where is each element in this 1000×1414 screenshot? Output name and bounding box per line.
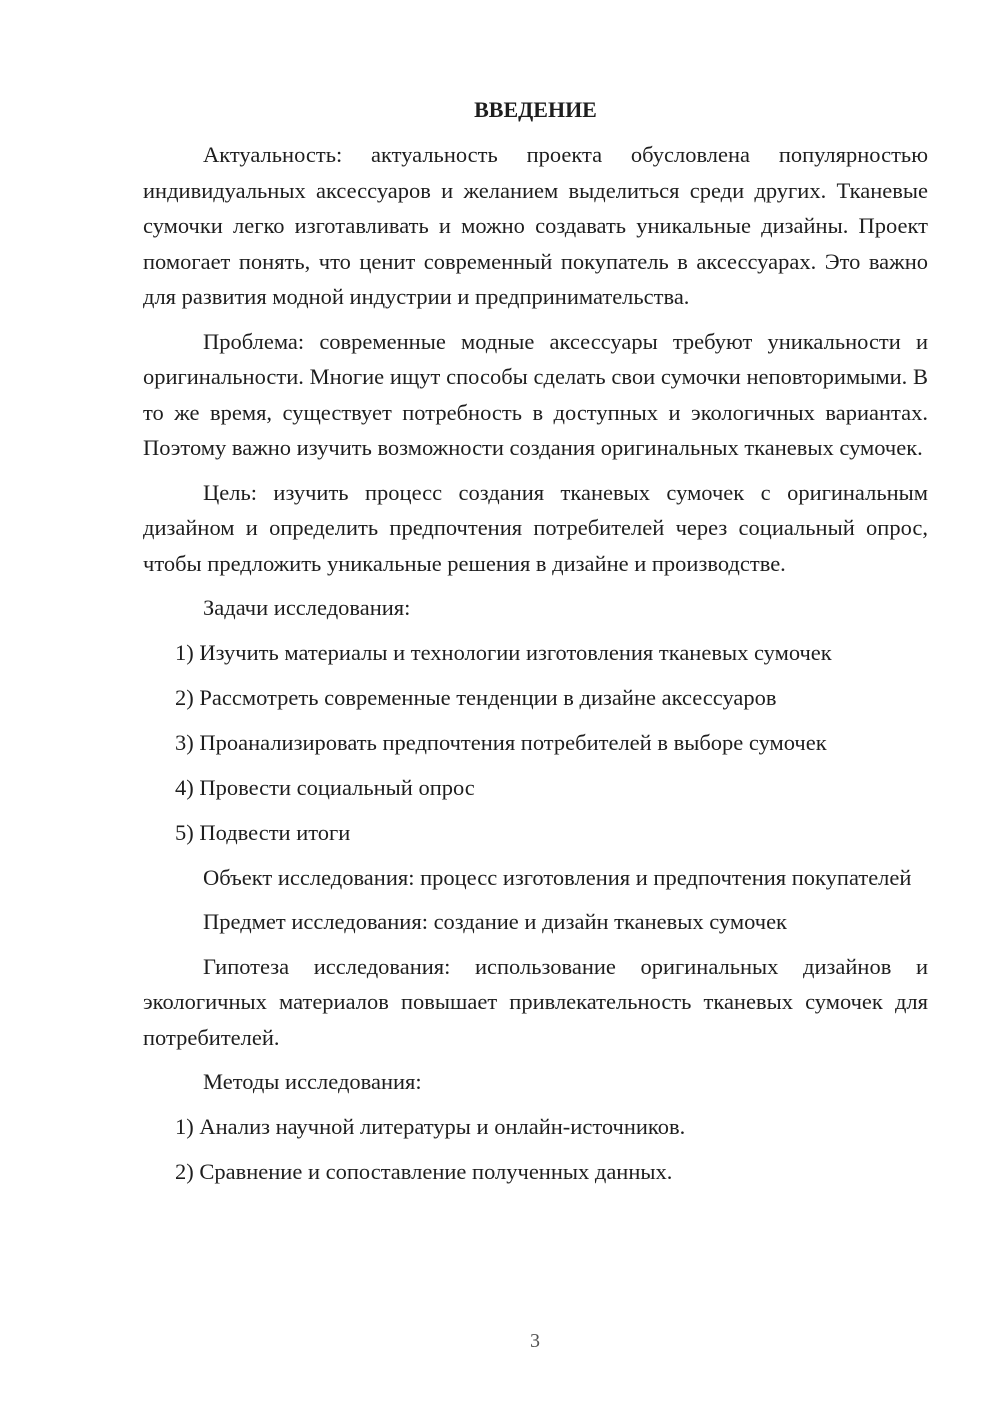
paragraph-hypothesis: Гипотеза исследования: использование оригинальных дизайнов и экологичных материалов повышает привлекательность тканевых сумочек для потребителей.: [143, 953, 928, 1050]
paragraph-goal: Цель: изучить процесс создания тканевых сумочек с оригинальным дизайном и определить предпочтения потребителей через социальный опрос, чтобы предложить уникальные решения в дизайне и производстве.: [143, 479, 928, 576]
list-item: 2) Сравнение и сопоставление полученных данных.: [175, 1158, 673, 1184]
paragraph-relevance: Актуальность: актуальность проекта обусловлена популярностью индивидуальных аксессуаров и желанием выделиться среди других. Тканевые сумочки легко изготавливать и можно создавать уникальные дизайны. Проект помогает понять, что ценит современный покупатель в аксессуарах. Это важно для развития модной индустрии и предпринимательства.: [143, 142, 928, 309]
list-item: 1) Изучить материалы и технологии изготовления тканевых сумочек: [175, 639, 832, 665]
list-item: 4) Провести социальный опрос: [175, 774, 475, 800]
tasks-list: [143, 635, 928, 851]
paragraph-object: Объект исследования: процесс изготовления и предпочтения покупателей: [203, 864, 912, 890]
list-item: 2) Рассмотреть современные тенденции в дизайне аксессуаров: [175, 684, 777, 710]
list-item: 5) Подвести итоги: [175, 819, 351, 845]
paragraph-subject: Предмет исследования: создание и дизайн тканевых сумочек: [203, 909, 787, 934]
methods-list: [143, 1109, 928, 1190]
document-page: [143, 92, 928, 1199]
list-item: 3) Проанализировать предпочтения потребителей в выборе сумочек: [175, 729, 827, 755]
list-item: 1) Анализ научной литературы и онлайн-источников.: [175, 1113, 686, 1139]
paragraph-problem: Проблема: современные модные аксессуары требуют уникальности и оригинальности. Многие ищут способы сделать свои сумочки неповторимыми. В то же время, существует потребность в доступных и экологичных вариантах. Поэтому важно изучить возможности создания оригинальных тканевых сумочек.: [143, 328, 928, 460]
section-title: ВВЕДЕНИЕ: [474, 97, 597, 122]
page-number: 3: [530, 1330, 540, 1352]
tasks-heading: Задачи исследования:: [203, 595, 411, 620]
methods-heading: Методы исследования:: [203, 1069, 422, 1094]
